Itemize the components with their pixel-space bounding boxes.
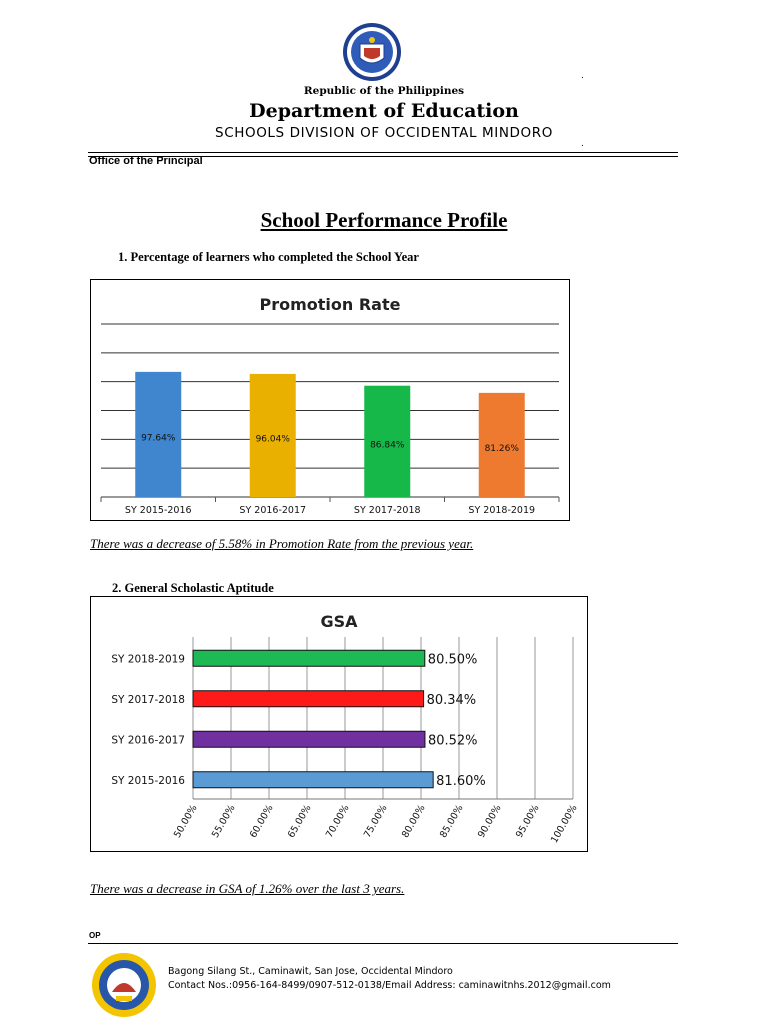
header-rule xyxy=(88,152,678,153)
x-tick-label: 90.00% xyxy=(475,803,504,840)
dot-mark: . xyxy=(581,138,584,149)
section2-note: There was a decrease in GSA of 1.26% over the last 3 years. xyxy=(90,881,405,896)
x-tick-label: SY 2015-2016 xyxy=(124,505,192,516)
x-tick-label: 60.00% xyxy=(247,803,276,840)
office-label: Office of the Principal xyxy=(89,155,203,167)
school-seal-logo xyxy=(88,952,160,1018)
bar xyxy=(193,691,424,707)
division-text: SCHOOLS DIVISION OF OCCIDENTAL MINDORO xyxy=(215,125,553,141)
gsa-svg xyxy=(91,597,587,851)
x-tick-label: 70.00% xyxy=(323,803,352,840)
op-label: OP xyxy=(89,931,101,940)
x-tick-label: 55.00% xyxy=(209,803,238,840)
x-tick-label: 50.00% xyxy=(171,803,200,840)
data-label: 97.64% xyxy=(141,433,176,444)
page-title: School Performance Profile xyxy=(260,208,508,232)
bar xyxy=(193,650,425,666)
data-label: 80.34% xyxy=(426,692,477,708)
x-tick-label: 95.00% xyxy=(513,803,542,840)
department-text: Department of Education xyxy=(249,100,519,122)
data-label: 80.52% xyxy=(427,733,478,749)
data-label: 96.04% xyxy=(255,434,290,445)
x-tick-label: 85.00% xyxy=(437,803,466,840)
y-tick-label: SY 2016-2017 xyxy=(111,734,185,747)
dot-mark: . xyxy=(581,70,584,81)
section1-note: There was a decrease of 5.58% in Promotion Rate from the previous year. xyxy=(90,536,474,551)
x-tick-label: SY 2016-2017 xyxy=(239,505,307,516)
footer-rule xyxy=(88,943,678,944)
gsa-chart xyxy=(90,596,588,852)
bar xyxy=(193,731,425,747)
section2-heading: 2. General Scholastic Aptitude xyxy=(112,581,274,595)
deped-seal-logo xyxy=(334,22,410,82)
x-tick-label: 75.00% xyxy=(361,803,390,840)
y-tick-label: SY 2017-2018 xyxy=(111,693,185,706)
data-label: 80.50% xyxy=(427,652,478,668)
footer-contact: Contact Nos.:0956-164-8499/0907-512-0138/Email Address: caminawitnhs.2012@gmail.com xyxy=(168,980,611,991)
y-tick-label: SY 2018-2019 xyxy=(111,653,185,666)
data-label: 86.84% xyxy=(370,440,405,451)
x-tick-label: 100.00% xyxy=(548,803,580,846)
republic-text: Republic of the Philippines xyxy=(303,85,465,97)
chart-title: Promotion Rate xyxy=(259,295,401,314)
data-label: 81.60% xyxy=(436,773,486,789)
chart-title: GSA xyxy=(320,612,358,631)
x-tick-label: SY 2017-2018 xyxy=(353,505,421,516)
x-tick-label: SY 2018-2019 xyxy=(468,505,536,516)
y-tick-label: SY 2015-2016 xyxy=(111,774,185,787)
promotion-rate-svg xyxy=(91,280,569,520)
promotion-rate-chart xyxy=(90,279,570,521)
data-label: 81.26% xyxy=(484,443,519,454)
section1-heading: 1. Percentage of learners who completed the School Year xyxy=(118,250,419,264)
footer-address: Bagong Silang St., Caminawit, San Jose, Occidental Mindoro xyxy=(168,966,453,977)
bar xyxy=(193,772,433,788)
footer-address-block xyxy=(168,965,611,993)
x-tick-label: 80.00% xyxy=(399,803,428,840)
x-tick-label: 65.00% xyxy=(285,803,314,840)
